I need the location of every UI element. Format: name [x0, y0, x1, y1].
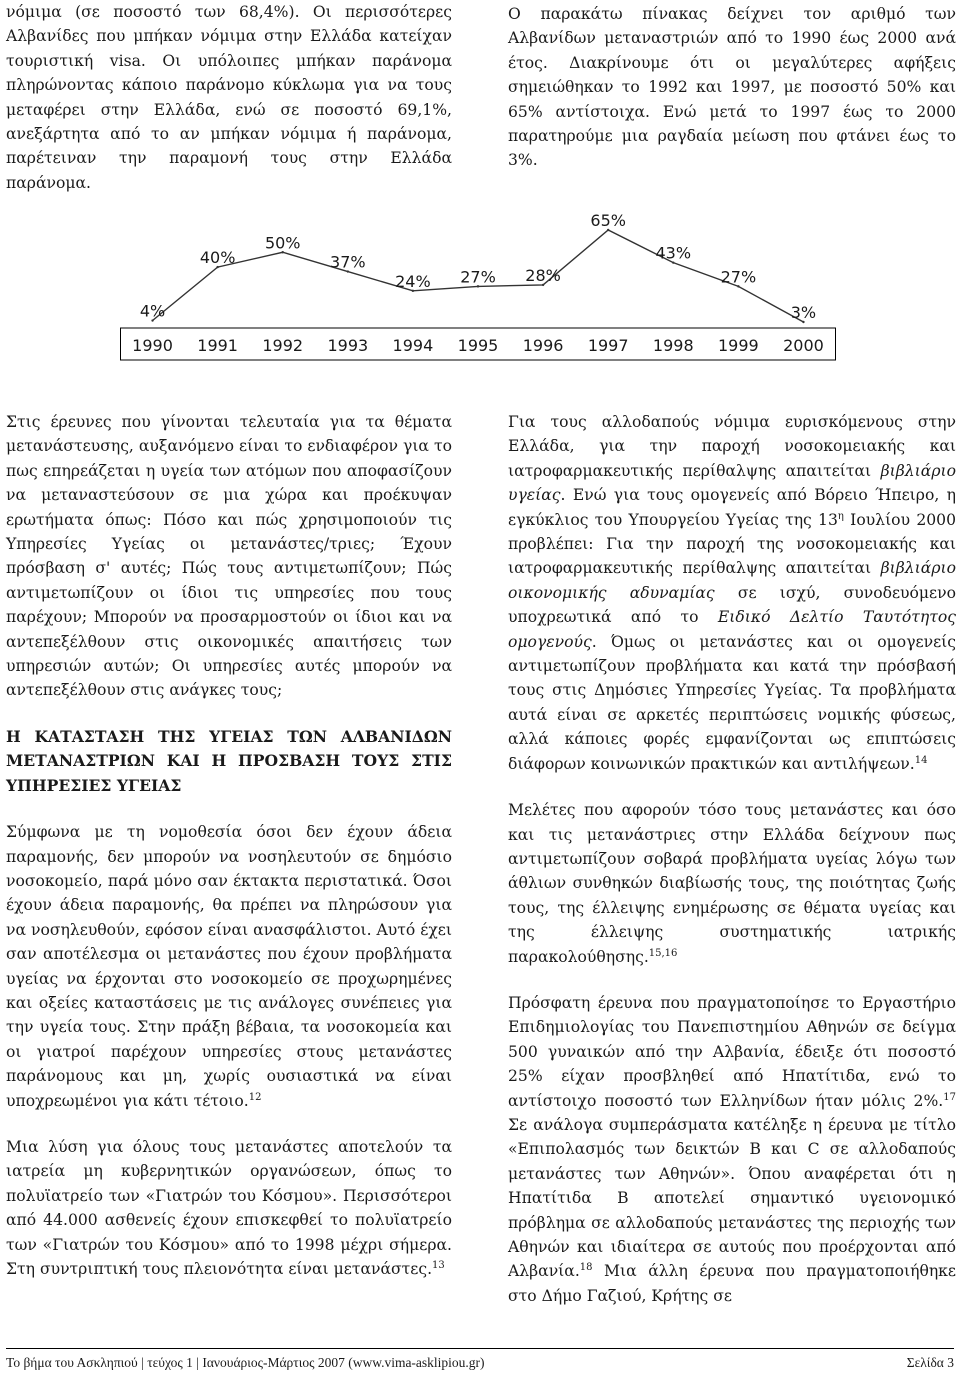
section-heading: Η ΚΑΤΑΣΤΑΣΗ ΤΗΣ ΥΓΕΙΑΣ ΤΩΝ ΑΛΒΑΝΙΔΩΝ ΜΕΤΑΝΑΣΤΡΙΩΝ ΚΑΙ Η ΠΡΟΣΒΑΣΗ ΤΟΥΣ ΣΤΙΣ ΥΠΗΡΕΣΙΕΣ ΥΓΕΙΑΣ: [6, 726, 452, 795]
data-label: 27%: [460, 267, 496, 287]
paragraph-legislation: [6, 820, 452, 1113]
x-tick-label: 1995: [457, 336, 499, 355]
data-label: 27%: [720, 267, 757, 287]
text-run: . Ενώ για τους ομογενείς από Βόρειο Ήπειρο, η εγκύκλιος του Υπουργείου Υγείας της 13: [508, 486, 956, 529]
chart-svg: [120, 210, 836, 362]
footnote-ref: 13: [432, 1259, 445, 1271]
data-label: 4%: [139, 301, 166, 321]
x-tick-label: 1991: [197, 336, 238, 355]
text-run: σε ισχύ, συνοδευόμενο υποχρεωτικά από το: [508, 583, 956, 627]
footnote-ref: 12: [248, 1091, 262, 1103]
data-label: 28%: [525, 265, 561, 285]
footer-page-number: Σελίδα 3: [906, 1355, 954, 1370]
italic-run: βιβλιάριο υγείας: [508, 461, 956, 505]
data-label: 65%: [590, 211, 626, 230]
italic-run: Ειδικό Δελτίο Ταυτότητος ομογενούς: [508, 608, 956, 651]
data-label: 43%: [655, 243, 692, 263]
paragraph-legislation-text: Σύμφωνα με τη νομοθεσία όσοι δεν έχουν άδεια παραμονής, δεν μπορούν να νοσηλευτούν σε δημόσιο νοσοκομείο, παρά μόνο σαν έκτακτα περιστατικά. Όσοι έχουν άδεια παραμονής, θα πρέπει να πληρώσουν για να νοσηλευθούν, εφόσον είναι ανασφάλιστοι. Αυτό έχει σαν αποτέλεσμα οι μετανάστες που έχουν προβλήματα υγείας να έρχονται στο νοσοκομείο σε προχωρημένες και οξείες καταστάσεις με τις ανάλογες συνέπειες για την υγεία τους. Στην πράξη βέβαια, τα νοσοκομεία και οι γιατροί παρέχουν υπηρεσίες στους μετανάστες παράνομους και μη, χωρίς ουσιαστικά να είναι υποχρεωμένοι για κάτι τέτοιο.: [6, 823, 452, 1110]
text-run: Για τους αλλοδαπούς νόμιμα ευρισκόμενους στην Ελλάδα, για την παροχή νοσοκομειακής και ιατροφαρμακευτικής περίθαλψης απαιτείται: [508, 413, 956, 480]
footnote-ref: 17: [943, 1091, 956, 1103]
top-right-column: [508, 2, 956, 195]
paragraph-health-booklet: [508, 410, 956, 776]
left-column: [6, 410, 452, 1303]
migration-line-chart: [120, 210, 836, 362]
data-label: 50%: [264, 233, 301, 253]
footnote-ref: 18: [579, 1262, 593, 1274]
text-run: Ιουλίου 2000 προβλέπει: Για την παροχή της νοσοκομειακής και ιατροφαρμακευτικής περίθαλψης απαιτείται: [508, 510, 956, 578]
footnote-ref: 14: [914, 754, 928, 766]
paragraph-studies: [508, 798, 956, 969]
paragraph-chart-description: Ο παρακάτω πίνακας δείχνει τον αριθμό των Αλβανίδων μεταναστριών από το 1990 έως 2000 ανά έτος. Διακρίνουμε ότι οι μεγαλύτερες αφήξεις σημειώθηκαν το 1992 και 1997, με ποσοστό 50% και 65% αντίστοιχα. Ενώ μετά το 1997 έως το 2000 παρατηρούμε μια ραγδαία μείωση που φτάνει έως το 3%.: [508, 5, 956, 170]
x-tick-label: 1997: [587, 336, 629, 355]
x-tick-label: 1992: [262, 336, 304, 355]
paragraph-research-questions: Στις έρευνες που γίνονται τελευταία για τα θέματα μετανάστευσης, αυξανόμενο είναι το ενδιαφέρον για το πως επηρεάζεται η υγεία των ατόμων που αποφασίζουν να μεταναστεύσουν σε μια χώρα και προέκυψαν ερωτήματα όπως: Πόσο και πώς χρησιμοποιούν τις Υπηρεσίες Υγείας οι μετανάστες/τριες; Έχουν πρόσβαση σ' αυτές; Πώς τους αντιμετωπίζουν; Πώς αντιμετωπίζουν οι ίδιοι τις υπηρεσίες που τους παρέχουν; Μπορούν να προσαρμοστούν οι ίδιοι και να αντεπεξέλθουν στις οικονομικές απαιτήσεις των υπηρεσιών αυτών; Οι υπηρεσίες αυτές μπορούν να αντεπεξέλθουν στις ανάγκες τους;: [6, 413, 452, 700]
ordinal-superscript: η: [837, 510, 844, 522]
x-tick-label: 1993: [327, 336, 369, 355]
text-run: Μια άλλη έρευνα που πραγματοποιήθηκε στο Δήμο Γαζιού, Κρήτης σε: [508, 1262, 956, 1305]
footnote-ref: 15,16: [648, 947, 678, 959]
text-run: . Όμως οι μετανάστες και οι ομογενείς αντιμετωπίζουν προβλήματα και κατά την πρόσβασή τους στις Δημόσιες Υπηρεσίες Υγείας. Τα προβλήματα αυτά είναι σε αρκετές περιπτώσεις νομικής φύσεως, αλλά κάποιες φορές εμφανίζονται ως επιπτώσεις διάφορων κοινωνικών πρακτικών και αντιλήψεων.: [508, 632, 956, 773]
paragraph-ngo-text: Μια λύση για όλους τους μετανάστες αποτελούν τα ιατρεία μη κυβερνητικών οργανώσεων, όπως το πολυϊατρείο των «Γιατρών του Κόσμου». Περισσότεροι από 44.000 ασθενείς έχουν επισκεφθεί το πολυϊατρείο των «Γιατρών του Κόσμου» από το 1998 μέχρι σήμερα. Στη συντριπτική τους πλειονότητα είναι μετανάστες.: [6, 1137, 452, 1278]
paragraph-intro-left: νόμιμα (σε ποσοστό των 68,4%). Οι περισσότερες Αλβανίδες που μπήκαν νόμιμα στην Ελλάδα κατείχαν τουριστική visa. Οι υπόλοιπες μπήκαν παράνομα πληρώνοντας κάποιο παράνομο κύκλωμα για να τους μεταφέρει στην Ελλάδα, ενώ σε ποσοστό 69,1%, ανεξάρτητα από το αν μπήκαν νόμιμα ή παράνομα, παρέτειναν την παραμονή τους στην Ελλάδα παράνομα.: [6, 3, 452, 192]
top-left-column: [6, 0, 452, 217]
text-run: Πρόσφατη έρευνα που πραγματοποίησε το Εργαστήριο Επιδημιολογίας του Πανεπιστημίου Αθηνών σε δείγμα 500 γυναικών από την Αλβανία, έδειξε ότι ποσοστό 25% είχαν προσβληθεί από Ηπατίτιδα, ενώ το αντίστοιχο ποσοστό των Ελληνίδων ήταν μόλις 2%.: [508, 993, 956, 1110]
x-tick-label: 1990: [132, 336, 173, 355]
footer-journal-info: Το βήμα του Ασκληπιού | τεύχος 1 | Ιανουάριος-Μάρτιος 2007 (www.vima-asklipiou.gr): [6, 1355, 485, 1370]
page-footer: [6, 1348, 954, 1371]
italic-run: βιβλιάριο οικονομικής αδυναμίας: [508, 559, 956, 602]
paragraph-hepatitis: [508, 991, 956, 1308]
data-label: 3%: [790, 303, 817, 322]
paragraph-ngo-clinics: [6, 1135, 452, 1281]
x-tick-label: 1994: [392, 336, 434, 355]
x-tick-label: 1998: [652, 336, 694, 355]
x-tick-label: 1999: [718, 336, 759, 355]
right-column: [508, 410, 956, 1330]
x-tick-label: 2000: [783, 336, 824, 355]
x-tick-label: 1996: [522, 336, 564, 355]
text-run: Σε ανάλογα συμπεράσματα κατέληξε η έρευνα με τίτλο «Επιπολασμός των δεικτών Β και C σε αλλοδαπούς μετανάστες των Αθηνών». Όπου αναφέρεται ότι η Ηπατίτιδα Β αποτελεί σημαντικό υγειονομικό πρόβλημα σε αλλοδαπούς μετανάστες της περιοχής των Αθηνών και ιδιαίτερα σε αυτούς που προέρχονται από Αλβανία.: [508, 1115, 956, 1281]
data-label: 37%: [330, 252, 366, 272]
data-label: 40%: [199, 248, 236, 268]
text-run: Μελέτες που αφορούν τόσο τους μετανάστες και όσο και τις μετανάστριες στην Ελλάδα δείχνουν πως αντιμετωπίζουν σοβαρά προβλήματα υγείας λόγω των άθλιων συνθηκών διαβίωσής τους, της ποιότητας ζωής τους, της έλλειψης ενημέρωσης σε θέματα υγείας και της έλλειψης συστηματικής ιατρικής παρακολούθησης.: [508, 801, 956, 966]
data-label: 24%: [395, 271, 431, 291]
